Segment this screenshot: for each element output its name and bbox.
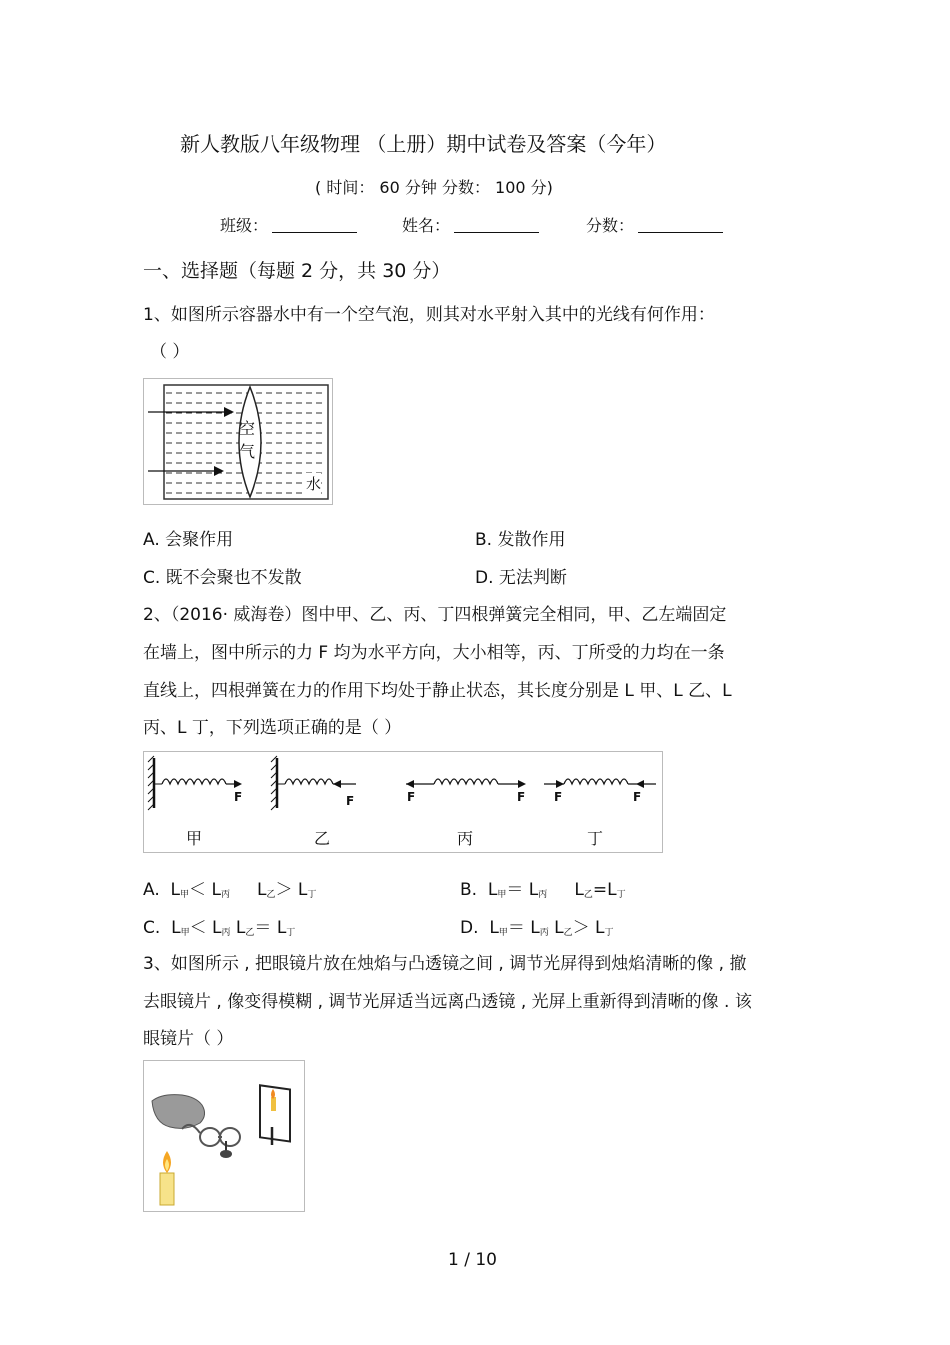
class-blank: [272, 218, 357, 233]
q1-option-a: A. 会聚作用: [143, 530, 234, 550]
spring-label-jia: 甲: [186, 829, 203, 848]
class-field: [220, 213, 357, 236]
q3-line-1: 3、如图所示 , 把眼镜片放在烛焰与凸透镜之间 , 调节光屏得到烛焰清晰的像 , 撤: [143, 954, 747, 974]
force-label-bing-right: F: [517, 790, 526, 804]
q2-line-4: 丙、L 丁，下列选项正确的是（ ）: [143, 718, 402, 738]
q1-paren: （ ）: [150, 342, 190, 362]
force-label-bing-left: F: [407, 790, 416, 804]
q3-figure: [143, 1060, 305, 1212]
q2-option-b: B. $L_甲= L_丙$ $L_乙=L_丁$: [460, 880, 626, 900]
q3-line-3: 眼镜片（ ）: [143, 1029, 234, 1049]
force-label-ding-left: F: [554, 790, 563, 804]
name-label: 姓名：: [402, 216, 451, 235]
force-label-yi: F: [346, 794, 355, 808]
page-title: 新人教版八年级物理 （上册）期中试卷及答案（今年）: [180, 132, 667, 156]
q2-line-2: 在墙上，图中所示的力 F 均为水平方向，大小相等，丙、丁所受的力均在一条: [143, 643, 725, 663]
q2-figure: [143, 751, 663, 853]
q2-line-1: 2、（2016· 威海卷）图中甲、乙、丙、丁四根弹簧完全相同，甲、乙左端固定: [143, 605, 727, 625]
force-label-jia: F: [234, 790, 243, 804]
name-field: [402, 213, 539, 236]
q1-figure: [143, 378, 333, 505]
q3-line-2: 去眼镜片 , 像变得模糊 , 调节光屏适当远离凸透镜 , 光屏上重新得到清晰的像 . 该: [143, 992, 752, 1012]
air-label-2: 气: [239, 442, 256, 461]
q2-line-3: 直线上，四根弹簧在力的作用下均处于静止状态，其长度分别是 L 甲、L 乙、L: [143, 681, 732, 701]
score-label: 分数：: [586, 216, 635, 235]
spring-label-yi: 乙: [314, 829, 331, 848]
score-field: [586, 213, 723, 236]
spring-label-bing: 丙: [457, 829, 474, 848]
section-heading: 一、选择题（每题 2 分，共 30 分）: [143, 260, 451, 282]
water-label: 水: [306, 475, 322, 493]
air-label-1: 空: [239, 419, 256, 438]
q1-option-b: B. 发散作用: [475, 530, 566, 550]
force-label-ding-right: F: [633, 790, 642, 804]
q1-option-d: D. 无法判断: [475, 568, 567, 588]
q1-option-c: C. 既不会聚也不发散: [143, 568, 302, 588]
class-label: 班级：: [220, 216, 269, 235]
name-blank: [454, 218, 539, 233]
page-number: 1 / 10: [448, 1250, 497, 1270]
q1-stem: 1、如图所示容器水中有一个空气泡，则其对水平射入其中的光线有何作用：: [143, 305, 715, 325]
q2-option-d: D. $L_甲= L_丙$ $L_乙> L_丁$: [460, 918, 614, 938]
score-blank: [638, 218, 723, 233]
spring-label-ding: 丁: [587, 829, 604, 848]
exam-info: ( 时间： 60 分钟 分数： 100 分): [315, 178, 553, 197]
q2-option-a: A. $L_甲< L_丙$ $L_乙> L_丁$: [143, 880, 317, 900]
q2-option-c: C. $L_甲< L_丙$ $L_乙= L_丁$: [143, 918, 296, 938]
